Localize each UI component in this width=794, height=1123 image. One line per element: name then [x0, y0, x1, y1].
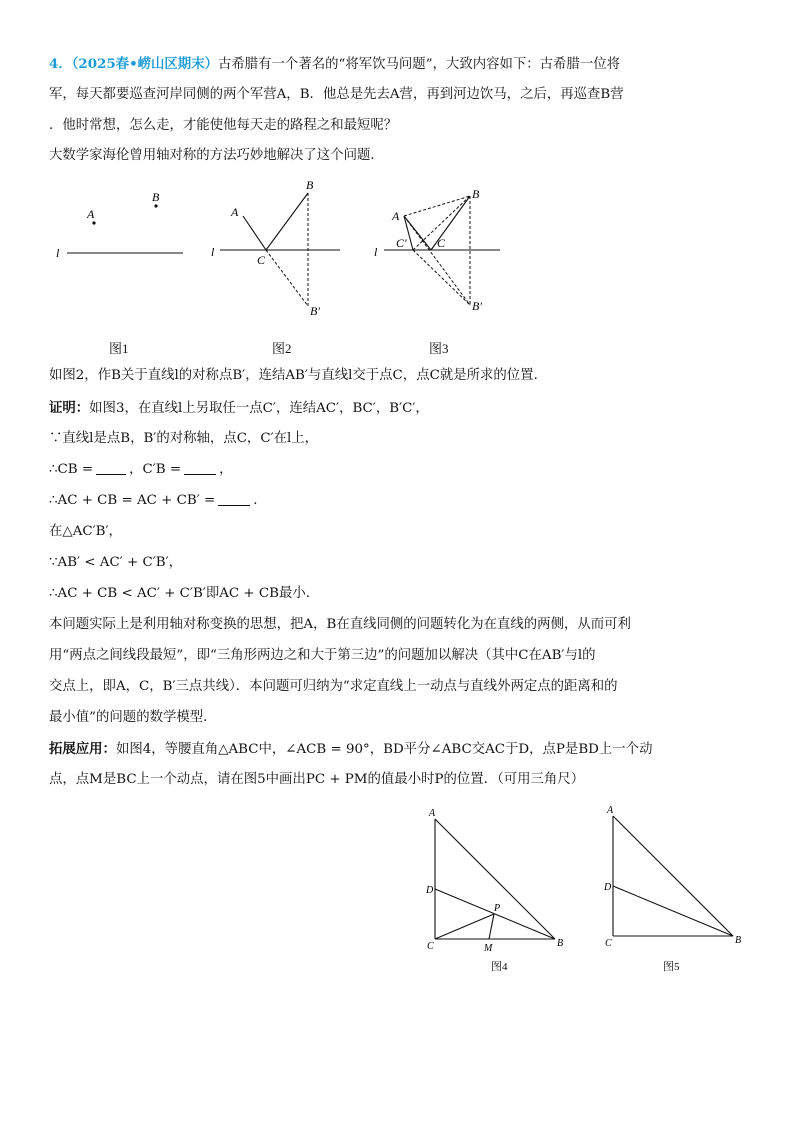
fig3-caption: 图3 — [429, 341, 449, 356]
fig2-label-C: C — [257, 253, 266, 267]
fig5-label-D: D — [604, 882, 612, 893]
fig3-label-Cp: C′ — [396, 236, 407, 250]
fig5-label-B: B — [735, 935, 742, 946]
fig3-label-C: C — [437, 236, 446, 250]
fig4-label-D: D — [426, 885, 434, 896]
extension-label: 拓展应用： — [49, 741, 116, 757]
problem-intro-1: 古希腊有一个著名的“将军饮马问题”，大致内容如下：古希腊一位将 — [217, 57, 621, 72]
extension-line-2: 点，点M是BC上一个动点，请在图5中画出PC + PM的值最小时P的位置．（可用三角尺） — [49, 772, 585, 787]
proof-text: 如图3，在直线l上另取任一点C′，连结AC′，BC′，B′C′， — [89, 401, 429, 416]
solution-line-10: 用“两点之间线段最短”，即“三角形两边之和大于第三边”的问题加以解决（其中C在AB′与l的 — [49, 648, 596, 663]
solution-line-8: ∴AC + CB < AC′ + C′B′即AC + CB最小． — [49, 586, 320, 601]
fig3-label-A: A — [392, 209, 400, 223]
fig3-label-Bp: B′ — [472, 299, 482, 313]
fig4-label-P: P — [494, 903, 501, 914]
figure-5 — [603, 805, 741, 949]
solution-line-3: ∵直线l是点B，B′的对称轴，点C，C′在l上， — [49, 431, 319, 446]
fig2-label-B: B — [306, 178, 314, 192]
figure-4 — [425, 808, 563, 954]
fig3-label-B: B — [472, 187, 480, 201]
fig2-label-A: A — [231, 205, 239, 219]
fig1-label-B: B — [152, 190, 160, 204]
solution-line-12: 最小值”的问题的数学模型． — [49, 710, 217, 725]
proof-label: 证明： — [49, 400, 90, 416]
fig4-label-A: A — [429, 808, 436, 819]
fig3-label-l: l — [374, 245, 378, 259]
solution-line-1: 如图2，作B关于直线l的对称点B′，连结AB′与直线l交于点C，点C就是所求的位置． — [49, 368, 547, 383]
fig1-label-A: A — [87, 207, 95, 221]
solution-line-7: ∵AB′ < AC′ + C′B′， — [49, 555, 183, 570]
fig5-label-C: C — [605, 938, 612, 949]
fig5-caption: 图5 — [663, 961, 680, 973]
problem-source: （2025春•崂山区期末） — [71, 56, 218, 72]
solution-line-9: 本问题实际上是利用轴对称变换的思想，把A，B在直线同侧的问题转化为在直线的两侧，从而可利 — [49, 617, 631, 632]
fig2-label-Bp: B′ — [310, 304, 320, 318]
fig1-label-l: l — [56, 246, 60, 260]
fig4-label-B: B — [557, 938, 564, 949]
fig5-label-A: A — [607, 805, 614, 816]
fig4-label-M: M — [484, 943, 493, 954]
solution-line-11: 交点上，即A，C，B′三点共线）．本问题可归纳为“求定直线上一动点与直线外两定点的距离和的 — [49, 679, 618, 694]
fig1-caption: 图1 — [109, 341, 129, 356]
problem-number: 4． — [49, 56, 72, 72]
problem-intro-2: 军，每天都要巡查河岸同侧的两个军营A，B．他总是先去A营，再到河边饮马，之后，再巡查B营 — [49, 87, 624, 102]
fig4-caption: 图4 — [491, 961, 508, 973]
solution-line-4: ∴CB = ，C′B = ， — [49, 462, 233, 477]
fig2-caption: 图2 — [272, 341, 292, 356]
problem-intro-4: 大数学家海伦曾用轴对称的方法巧妙地解决了这个问题． — [49, 148, 384, 163]
fig4-label-C: C — [427, 941, 434, 952]
problem-intro-3: ．他时常想，怎么走，才能使他每天走的路程之和最短呢？ — [49, 118, 398, 133]
extension-line-1: 拓展应用：如图4，等腰直角△ABC中，∠ACB = 90°，BD平分∠ABC交AC于D，点P是BD上一个动 — [49, 741, 653, 757]
solution-line-5: ∴AC + CB = AC + CB′ = ． — [49, 493, 267, 508]
solution-line-6: 在△AC′B′， — [49, 524, 122, 539]
fig2-label-l: l — [211, 245, 215, 259]
